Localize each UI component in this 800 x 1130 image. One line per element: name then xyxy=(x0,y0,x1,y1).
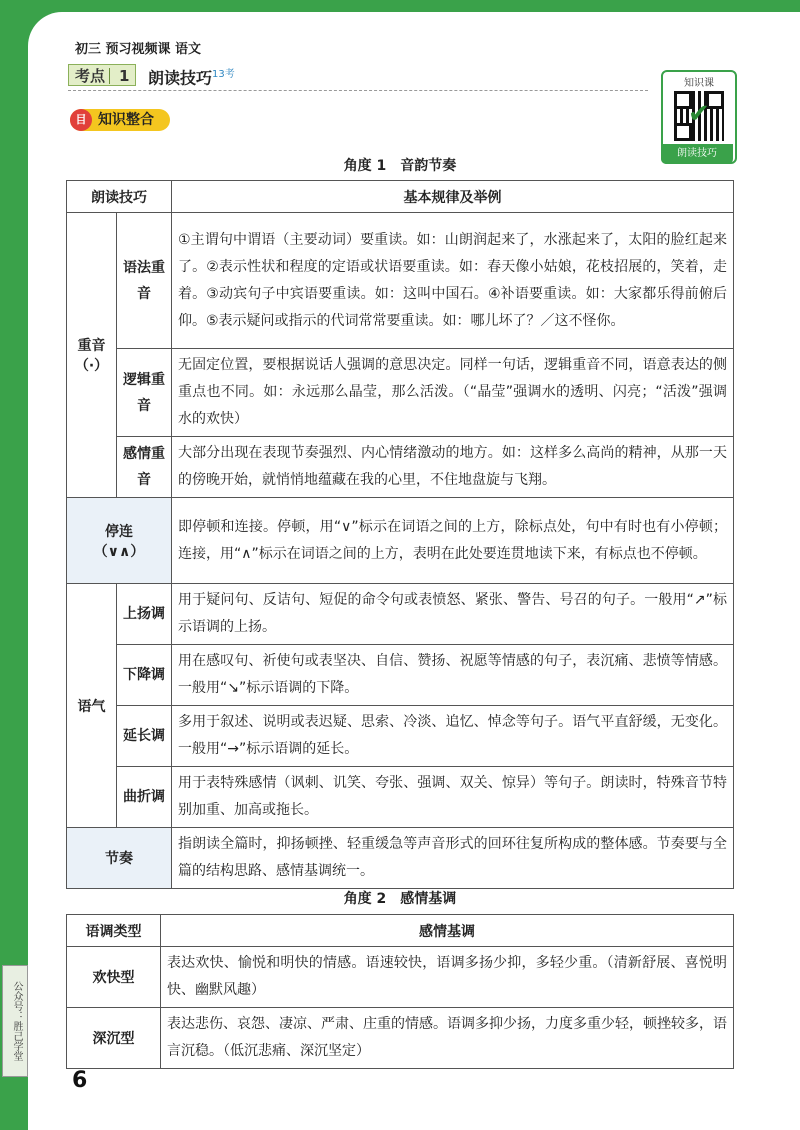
kaodian-separator xyxy=(109,68,110,84)
angle1-title: 角度 1 音韵节奏 xyxy=(343,158,457,174)
check-icon: ✔ xyxy=(688,99,710,129)
kaodian-number: 1 xyxy=(119,67,130,85)
sub-label: 语法重音 xyxy=(117,213,172,349)
col-header-emotion: 感情基调 xyxy=(161,915,734,947)
qr-top-label: 知识课 xyxy=(684,78,714,89)
zhongyin-row-text: 大部分出现在表现节奏强烈、内心情绪激动的地方。如：这样多么高尚的精神，从那一天的傍晚开始，就悄悄地蕴藏在我的心里，不住地盘旋与飞翔。 xyxy=(172,437,734,498)
angle2-title: 角度 2 感情基调 xyxy=(343,891,457,907)
zhongyin-label: 重音 xyxy=(77,338,106,354)
kaodian-title xyxy=(148,64,235,89)
jiezou-label: 节奏 xyxy=(67,828,172,889)
sub-label: 曲折调 xyxy=(117,767,172,828)
tinglian-mark: （∨∧） xyxy=(93,543,145,560)
zhongyin-row-text: 无固定位置，要根据说话人强调的意思决定。同样一句话，逻辑重音不同，语意表达的侧重点也不同。如：永远那么晶莹，那么活泼。（“晶莹”强调水的透明、闪亮；“活泼”强调水的欢快） xyxy=(172,349,734,437)
tinglian-cell xyxy=(67,498,172,584)
zhongyin-cell xyxy=(67,213,117,498)
sub-label: 逻辑重音 xyxy=(117,349,172,437)
tinglian-label: 停连 xyxy=(105,523,133,540)
sub-label: 上扬调 xyxy=(117,584,172,645)
tone-text: 表达欢快、愉悦和明快的情感。语速较快，语调多扬少抑，多轻少重。（清新舒展、喜悦明快、幽默风趣） xyxy=(161,947,734,1008)
kaodian-title-text: 朗读技巧 xyxy=(148,68,213,88)
kaodian-label: 考点 xyxy=(75,67,106,85)
zhongyin-mark: （·） xyxy=(74,358,109,374)
zhongyin-row-text: ①主谓句中谓语（主要动词）要重读。如：山朗润起来了，水涨起来了，太阳的脸红起来了。②表示性状和程度的定语或状语要重读。如：春天像小姑娘，花枝招展的，笑着，走着。③动宾句子中宾语要重读。如：这叫中国石。④补语要重读。如：大家都乐得前俯后仰。⑤表示疑问或指示的代词常常要重读。如：哪儿坏了？／这不怪你。 xyxy=(172,213,734,349)
qr-card[interactable] xyxy=(661,70,737,164)
yuqi-row-text: 用在感叹句、祈使句或表坚决、自信、赞扬、祝愿等情感的句子，表沉痛、悲愤等情感。一般用“↘”标示语调的下降。 xyxy=(172,645,734,706)
jiezou-text: 指朗读全篇时，抑扬顿挫、轻重缓急等声音形式的回环往复所构成的整体感。节奏要与全篇的结构思路、感情基调统一。 xyxy=(172,828,734,889)
book-icon: 目 xyxy=(70,109,92,131)
qr-code-icon[interactable] xyxy=(674,91,724,141)
tone-type: 欢快型 xyxy=(67,947,161,1008)
col-header-technique: 朗读技巧 xyxy=(67,181,172,213)
page-number: 6 xyxy=(72,1068,88,1093)
yuqi-row-text: 用于表特殊感情（讽刺、讥笑、夸张、强调、双关、惊异）等句子。朗读时，特殊音节特别加重、加高或拖长。 xyxy=(172,767,734,828)
angle2-table xyxy=(66,914,734,1069)
kaodian-tag xyxy=(68,64,136,86)
col-header-rules: 基本规律及举例 xyxy=(172,181,734,213)
kaodian-row xyxy=(68,64,648,91)
qr-bottom-label: 朗读技巧 xyxy=(661,144,733,164)
kaodian-exam-count: 13考 xyxy=(212,69,235,80)
sub-label: 感情重音 xyxy=(117,437,172,498)
sub-label: 延长调 xyxy=(117,706,172,767)
tone-text: 表达悲伤、哀怨、凄凉、严肃、庄重的情感。语调多抑少扬，力度多重少轻，顿挫较多，语言沉稳。（低沉悲痛、深沉坚定） xyxy=(161,1008,734,1069)
yuqi-row-text: 用于疑问句、反诘句、短促的命令句或表愤怒、紧张、警告、号召的句子。一般用“↗”标示语调的上扬。 xyxy=(172,584,734,645)
yuqi-row-text: 多用于叙述、说明或表迟疑、思索、冷淡、追忆、悼念等句子。语气平直舒缓，无变化。一般用“→”标示语调的延长。 xyxy=(172,706,734,767)
col-header-tone-type: 语调类型 xyxy=(67,915,161,947)
tone-type: 深沉型 xyxy=(67,1008,161,1069)
section-badge-label: 知识整合 xyxy=(98,112,154,128)
yuqi-label: 语气 xyxy=(67,584,117,828)
section-badge xyxy=(70,109,170,131)
sub-label: 下降调 xyxy=(117,645,172,706)
angle1-table xyxy=(66,180,734,889)
book-title: 初三 预习视频课 语文 xyxy=(75,42,202,57)
side-watermark-strip: 公众号：胜己学堂 xyxy=(2,965,28,1077)
tinglian-text: 即停顿和连接。停顿，用“∨”标示在词语之间的上方，除标点处，句中有时也有小停顿；连接，用“∧”标示在词语之间的上方，表明在此处要连贯地读下来，有标点也不停顿。 xyxy=(172,498,734,584)
